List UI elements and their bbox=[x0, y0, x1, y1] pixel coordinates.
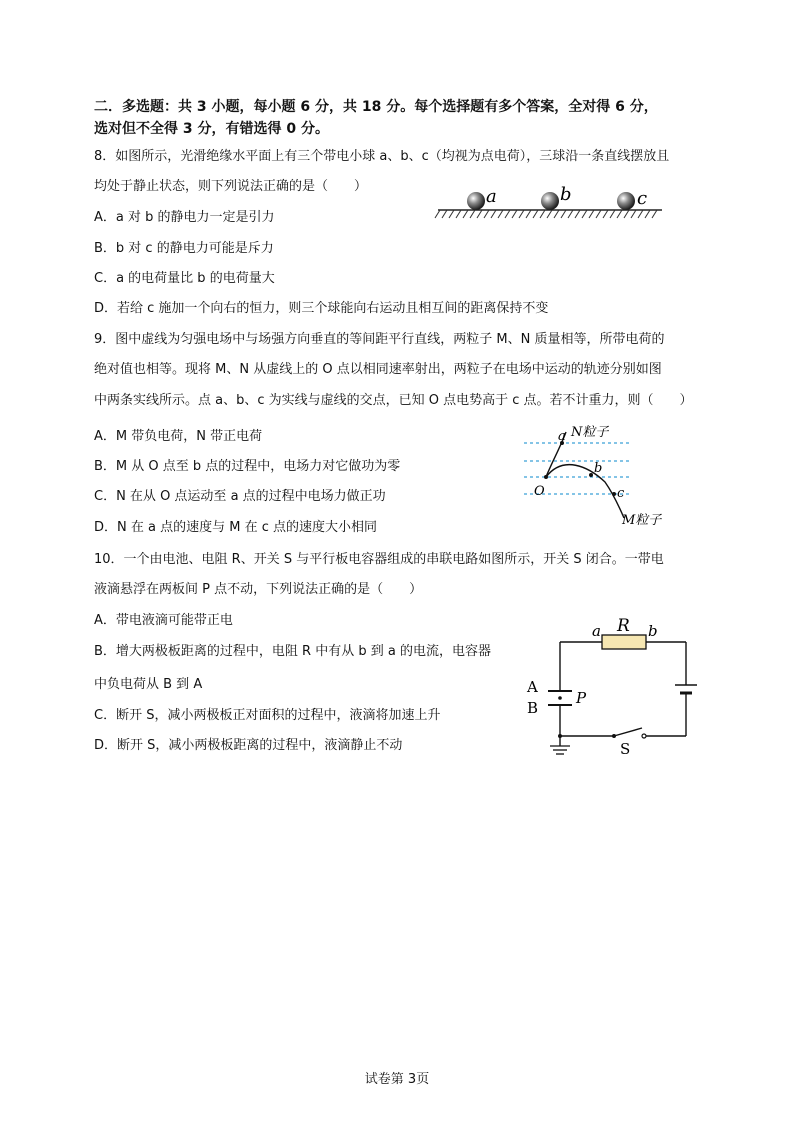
q10-droplet-p bbox=[558, 696, 562, 700]
q9-option-b: B．M 从 O 点至 b 点的过程中，电场力对它做功为零 bbox=[94, 459, 401, 474]
q8-option-c: C．a 的电荷量比 b 的电荷量大 bbox=[94, 271, 275, 286]
q9-option-a: A．M 带负电荷，N 带正电荷 bbox=[94, 429, 263, 444]
q10-option-b-line2: 中负电荷从 B 到 A bbox=[94, 677, 203, 692]
q8-label-b: b bbox=[560, 184, 572, 205]
q10-stem-line2: 液滴悬浮在两板间 P 点不动，下列说法正确的是（ ） bbox=[94, 582, 423, 597]
q9-label-o: O bbox=[534, 484, 545, 499]
q10-ground-symbol bbox=[550, 746, 570, 754]
q9-label-n-particle: N粒子 bbox=[571, 425, 609, 440]
q8-ball-a bbox=[467, 192, 485, 210]
q10-junction-dot bbox=[558, 734, 562, 738]
q10-stem-line1: 10．一个由电池、电阻 R、开关 S 与平行板电容器组成的串联电路如图所示，开关 S 闭合。一带电 bbox=[94, 552, 664, 567]
q10-label-plate-b: B bbox=[527, 699, 539, 717]
q10-option-a: A．带电液滴可能带正电 bbox=[94, 613, 233, 628]
q8-label-a: a bbox=[486, 186, 497, 207]
q8-option-a: A．a 对 b 的静电力一定是引力 bbox=[94, 210, 275, 225]
page-footer: 试卷第 3页 bbox=[364, 1072, 430, 1087]
q9-dot-o bbox=[544, 475, 548, 479]
q9-stem-line2: 绝对值也相等。现将 M、N 从虚线上的 O 点以相同速率射出，两粒子在电场中运动的轨迹分别如图 bbox=[94, 362, 662, 377]
q9-option-d: D．N 在 a 点的速度与 M 在 c 点的速度大小相同 bbox=[94, 520, 377, 535]
q9-figure-particle-trajectories bbox=[518, 420, 678, 530]
q8-label-c: c bbox=[637, 188, 648, 209]
q8-option-b: B．b 对 c 的静电力可能是斥力 bbox=[94, 241, 274, 256]
q10-label-switch: S bbox=[620, 740, 631, 758]
section-heading-line1: 二．多选题：共 3 小题，每小题 6 分，共 18 分。每个选择题有多个答案，全对得 6 分， bbox=[94, 99, 658, 115]
q9-label-a: a bbox=[558, 429, 566, 444]
q8-ball-b bbox=[541, 192, 559, 210]
q10-resistor bbox=[602, 635, 646, 649]
q9-m-trajectory bbox=[546, 465, 624, 518]
q9-option-c: C．N 在从 O 点运动至 a 点的过程中电场力做正功 bbox=[94, 489, 386, 504]
q10-option-c: C．断开 S，减小两极板正对面积的过程中，液滴将加速上升 bbox=[94, 708, 441, 723]
q10-switch-contact bbox=[642, 734, 646, 738]
q9-label-m-particle: M粒子 bbox=[622, 513, 662, 528]
q8-figure-three-balls bbox=[430, 180, 670, 226]
q10-label-plate-a: A bbox=[527, 678, 538, 696]
section-heading-line2: 选对但不全得 3 分，有错选得 0 分。 bbox=[94, 121, 329, 137]
q10-label-node-a: a bbox=[592, 622, 601, 640]
q8-option-d: D．若给 c 施加一个向右的恒力，则三个球能向右运动且相互间的距离保持不变 bbox=[94, 301, 549, 316]
q9-dot-b bbox=[589, 473, 593, 477]
q10-figure-circuit bbox=[520, 612, 706, 762]
q9-dot-c bbox=[612, 492, 616, 496]
q9-stem-line1: 9．图中虚线为匀强电场中与场强方向垂直的等间距平行直线，两粒子 M、N 质量相等，所带电荷的 bbox=[94, 332, 665, 347]
q10-option-b-line1: B．增大两极板距离的过程中，电阻 R 中有从 b 到 a 的电流，电容器 bbox=[94, 644, 491, 659]
q10-label-resistor: R bbox=[617, 616, 630, 636]
q10-switch-blade bbox=[614, 728, 642, 736]
q10-option-d: D．断开 S，减小两极板距离的过程中，液滴静止不动 bbox=[94, 738, 403, 753]
q8-stem-line2: 均处于静止状态，则下列说法正确的是（ ） bbox=[94, 179, 368, 194]
q8-stem-line1: 8．如图所示，光滑绝缘水平面上有三个带电小球 a、b、c（均视为点电荷），三球沿一条直线摆放且 bbox=[94, 149, 670, 164]
q8-ball-c bbox=[617, 192, 635, 210]
q9-label-b: b bbox=[594, 461, 603, 476]
q9-stem-line3: 中两条实线所示。点 a、b、c 为实线与虚线的交点，已知 O 点电势高于 c 点。若不计重力，则（ ） bbox=[94, 393, 693, 408]
q8-ground-hatching bbox=[435, 210, 657, 218]
q10-label-node-b: b bbox=[648, 622, 658, 640]
q9-label-c: c bbox=[617, 486, 625, 501]
q10-label-p: P bbox=[576, 689, 587, 707]
